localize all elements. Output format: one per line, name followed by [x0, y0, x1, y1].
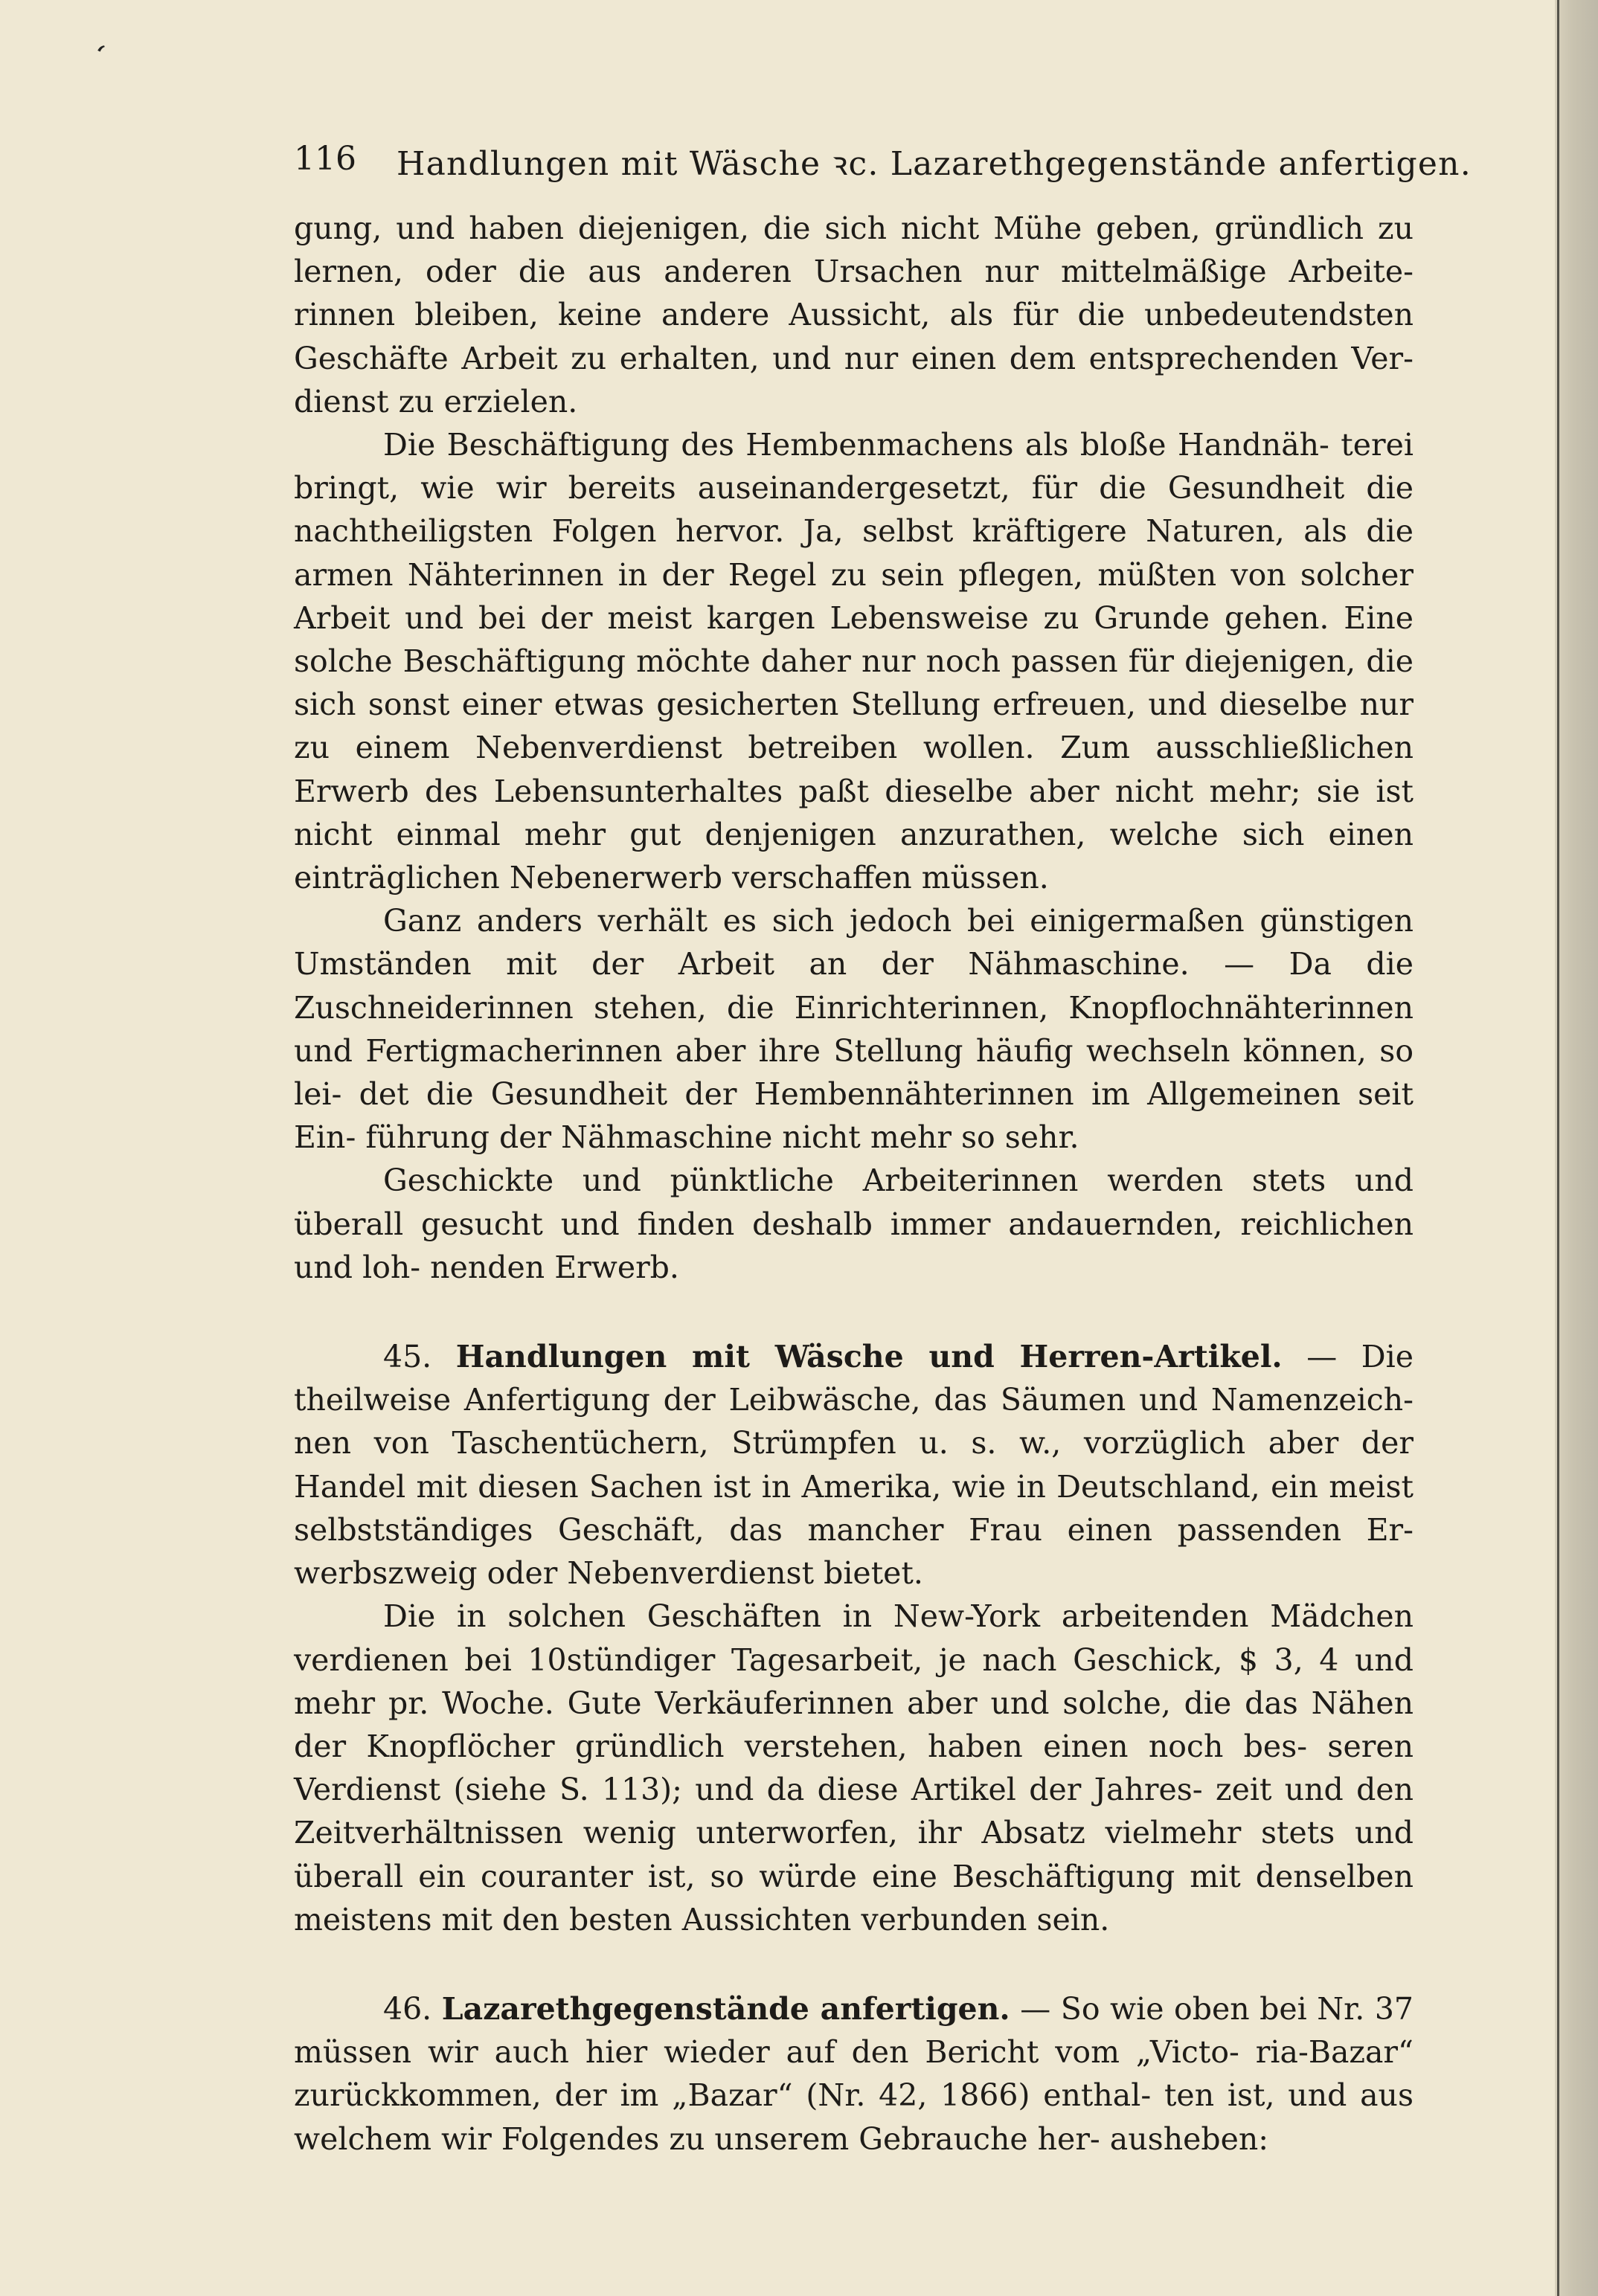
section-46-text: — So wie oben bei Nr. 37 müssen wir auch hier wieder auf den Bericht vom „Victo- ria-Bazar“ zurückkommen, der im „Bazar“ (Nr. 42, 1866) enthal- ten ist, und aus welchem wir Folgendes zu unserem Gebrauche her- ausheben:	[294, 1990, 1414, 2157]
paragraph-continuation: gung, und haben diejenigen, die sich nicht Mühe geben, gründlich zu lernen, oder die aus anderen Ursachen nur mittelmäßige Arbeite- rinnen bleiben, keine andere Aussicht, als für die unbedeutendsten Geschäfte Arbeit zu erhalten, und nur einen dem entsprechenden Ver- dienst zu erzielen.	[294, 210, 1414, 419]
section-46-title: Lazarethgegenstände anfertigen.	[441, 1990, 1010, 2027]
section-spacer	[294, 1941, 1414, 1987]
page-number: 116	[294, 140, 356, 178]
section-46-number: 46.	[383, 1990, 432, 2027]
paragraph-naehmaschine: Ganz anders verhält es sich jedoch bei einigermaßen günstigen Umständen mit der Arbeit an der Nähmaschine. — Da die Zuschneiderinnen stehen, die Einrichterinnen, Knopflochnähterinnen und Fertigmacherinnen aber ihre Stellung häufig wechseln können, so lei- det die Gesundheit der Hembennähterinnen im Allgemeinen seit Ein- führung der Nähmaschine nicht mehr so sehr.	[294, 903, 1414, 1156]
section-45	[294, 1335, 1414, 1595]
section-spacer	[294, 1289, 1414, 1335]
paragraph-hembenmachen: Die Beschäftigung des Hembenmachens als bloße Handnäh- terei bringt, wie wir bereits auseinandergesetzt, für die Gesundheit die nachtheiligsten Folgen hervor. Ja, selbst kräftigere Naturen, als die armen Nähterinnen in der Regel zu sein pflegen, müßten von solcher Arbeit und bei der meist kargen Lebensweise zu Grunde gehen. Eine solche Beschäftigung möchte daher nur noch passen für diejenigen, die sich sonst einer etwas gesicherten Stellung erfreuen, und dieselbe nur zu einem Nebenverdienst betreiben wollen. Zum ausschließlichen Erwerb des Lebensunterhaltes paßt dieselbe aber nicht mehr; sie ist nicht einmal mehr gut denjenigen anzurathen, welche sich einen einträglichen Nebenerwerb verschaffen müssen.	[294, 427, 1414, 896]
section-45-title: Handlungen mit Wäsche und Herren-Artikel.	[455, 1339, 1283, 1375]
page-edge-shadow-line	[1557, 0, 1559, 2296]
section-45-paragraph-2: Die in solchen Geschäften in New-York arbeitenden Mädchen verdienen bei 10stündiger Tagesarbeit, je nach Geschick, $ 3, 4 und mehr pr. Woche. Gute Verkäuferinnen aber und solche, die das Nähen der Knopflöcher gründlich verstehen, haben einen noch bes- seren Verdienst (siehe S. 113); und da diese Artikel der Jahres- zeit und den Zeitverhältnissen wenig unterworfen, ihr Absatz vielmehr stets und überall ein couranter ist, so würde eine Beschäftigung mit denselben meistens mit den besten Aussichten verbunden sein.	[294, 1598, 1414, 1938]
page-edge	[1555, 0, 1598, 2296]
running-title: Handlungen mit Wäsche ꝛc. Lazarethgegenstände anfertigen.	[397, 145, 1472, 183]
section-45-text: — Die theilweise Anfertigung der Leibwäsche, das Säumen und Namenzeich- nen von Taschentüchern, Strümpfen u. s. w., vorzüglich aber der Handel mit diesen Sachen ist in Amerika, wie in Deutschland, ein meist selbstständiges Geschäft, das mancher Frau einen passenden Er- werbszweig oder Nebenverdienst bietet.	[294, 1339, 1414, 1592]
paragraph-arbeiterinnen: Geschickte und pünktliche Arbeiterinnen werden stets und überall gesucht und finden deshalb immer andauernden, reichlichen und loh- nenden Erwerb.	[294, 1163, 1414, 1285]
margin-pencil-mark: ‘	[85, 38, 109, 74]
section-46	[294, 1987, 1414, 2161]
section-45-number: 45.	[383, 1339, 432, 1375]
page-header	[294, 140, 1472, 192]
page-body	[294, 207, 1414, 2161]
